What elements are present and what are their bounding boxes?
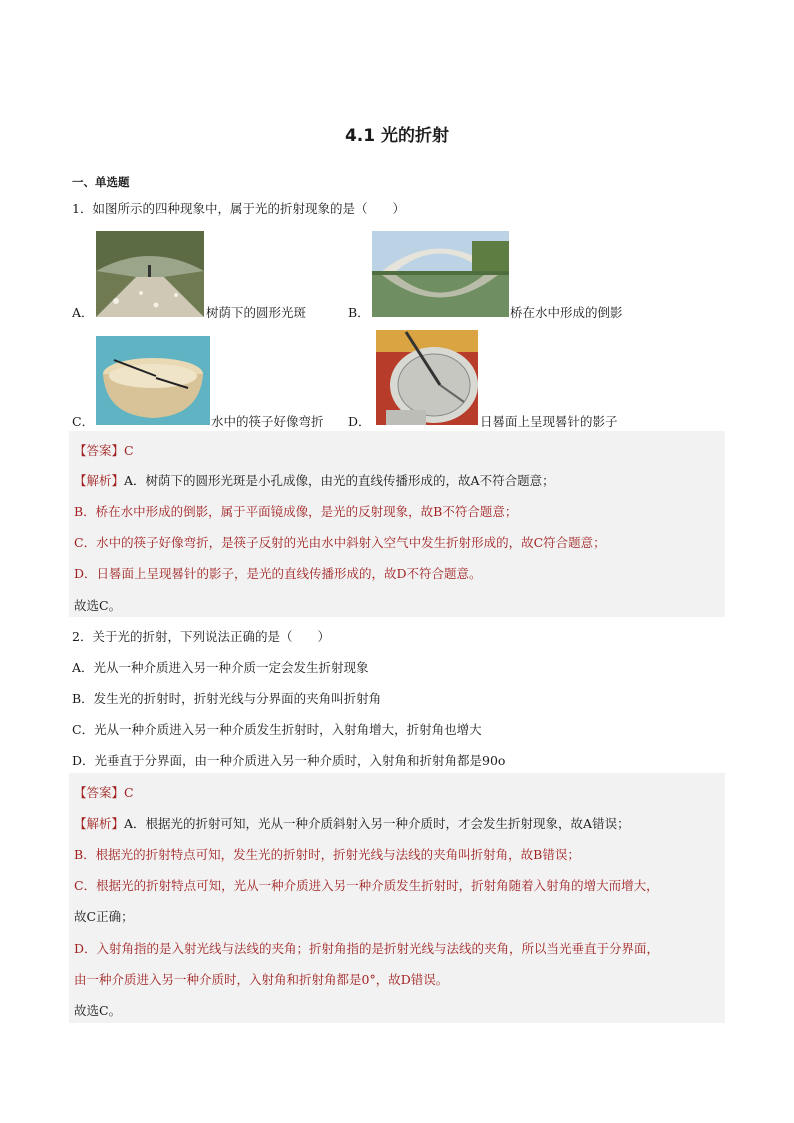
q1-analysis-label: 【解析】 <box>74 473 125 488</box>
q1-option-b-caption: 桥在水中形成的倒影 <box>510 305 623 320</box>
q1-option-d-caption: 日晷面上呈现晷针的影子 <box>480 414 618 429</box>
q2-answer-line <box>74 783 134 801</box>
page-title: 4.1 光的折射 <box>344 126 450 146</box>
q1-answer-label: 【答案】 <box>74 443 125 458</box>
q1-option-a-caption: 树荫下的圆形光斑 <box>206 305 307 320</box>
q1-analysis-c: C．水中的筷子好像弯折，是筷子反射的光由水中斜射入空气中发生折射形成的，故C符合题意； <box>74 535 606 550</box>
q2-option-b: B．发生光的折射时，折射光线与分界面的夹角叫折射角 <box>72 691 382 706</box>
q1-option-d-letter: D． <box>348 414 371 429</box>
q1-analysis-line-1 <box>74 471 555 489</box>
q2-stem: 2．关于光的折射，下列说法正确的是（ ） <box>72 629 330 644</box>
q2-analysis-b: B．根据光的折射特点可知，发生光的折射时，折射光线与法线的夹角叫折射角，故B错误； <box>74 847 580 862</box>
q2-analysis-label: 【解析】 <box>74 816 125 831</box>
q1-option-c-letter: C． <box>72 414 95 429</box>
bowl-chopstick-photo-icon <box>96 336 210 425</box>
q1-analysis-a: A．树荫下的圆形光斑是小孔成像，由光的直线传播形成的，故A不符合题意； <box>124 473 555 488</box>
q1-option-a-letter: A． <box>72 305 94 320</box>
q1-option-b-letter: B． <box>348 305 370 320</box>
q1-answer-line <box>74 441 134 459</box>
q1-analysis-d: D．日晷面上呈现晷针的影子，是光的直线传播形成的，故D不符合题意。 <box>74 566 482 581</box>
q2-analysis-line-1 <box>74 814 630 832</box>
sundial-photo-icon <box>376 330 478 425</box>
q2-analysis-c-1: C．根据光的折射特点可知，光从一种介质进入另一种介质发生折射时，折射角随着入射角的增大而增大， <box>74 878 659 893</box>
q2-analysis-a: A．根据光的折射可知，光从一种介质斜射入另一种介质时，才会发生折射现象，故A错误； <box>124 816 630 831</box>
q2-analysis-d-1: D．入射角指的是入射光线与法线的夹角；折射角指的是折射光线与法线的夹角，所以当光垂直于分界面， <box>74 941 660 956</box>
q1-stem: 1．如图所示的四种现象中，属于光的折射现象的是（ ） <box>72 201 405 216</box>
q1-analysis-b: B．桥在水中形成的倒影，属于平面镜成像，是光的反射现象，故B不符合题意； <box>74 504 518 519</box>
q1-conclusion: 故选C。 <box>74 598 122 613</box>
q2-answer: C <box>124 785 134 800</box>
q2-option-d: D．光垂直于分界面，由一种介质进入另一种介质时，入射角和折射角都是90o <box>72 753 506 768</box>
tree-tunnel-photo-icon <box>96 231 204 317</box>
q2-analysis-c-2: 故C正确； <box>74 909 134 924</box>
q2-option-c: C．光从一种介质进入另一种介质发生折射时，入射角增大，折射角也增大 <box>72 722 482 737</box>
q1-answer: C <box>124 443 134 458</box>
q1-answer-box <box>69 431 725 617</box>
q2-answer-label: 【答案】 <box>74 785 125 800</box>
q1-option-c-caption: 水中的筷子好像弯折 <box>211 414 324 429</box>
q2-conclusion: 故选C。 <box>74 1003 122 1018</box>
section-heading: 一、单选题 <box>72 175 130 189</box>
q2-option-a: A．光从一种介质进入另一种介质一定会发生折射现象 <box>72 660 369 675</box>
arch-bridge-photo-icon <box>372 231 509 317</box>
q2-analysis-d-2: 由一种介质进入另一种介质时，入射角和折射角都是0°，故D错误。 <box>74 972 449 987</box>
